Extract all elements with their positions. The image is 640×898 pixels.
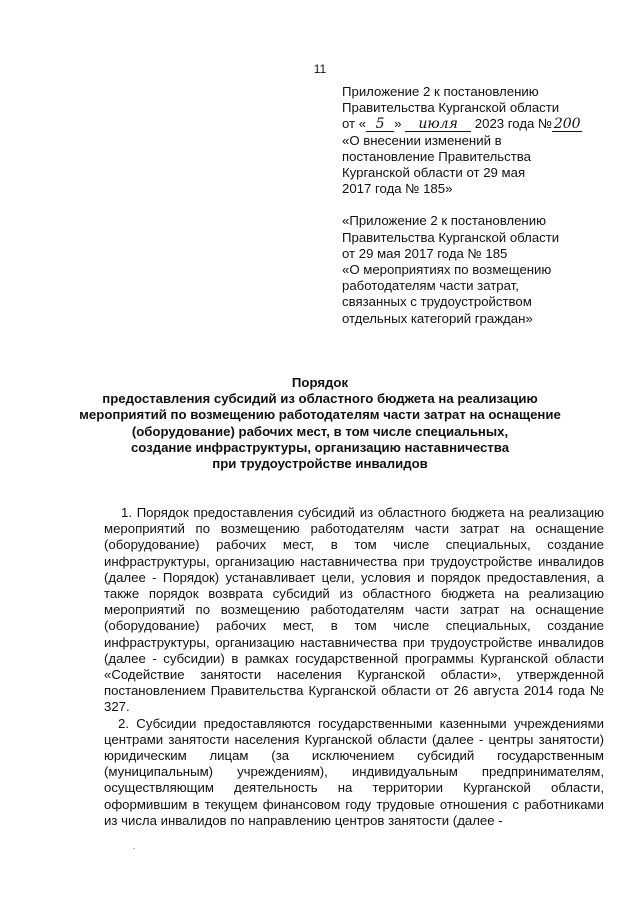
title-line: предоставления субсидий из областного бюджета на реализацию bbox=[102, 391, 538, 407]
title-line: (оборудование) рабочих мест, в том числе специальных, bbox=[131, 423, 509, 439]
handwritten-number: 200 bbox=[553, 116, 581, 133]
date-year: 2023 года № bbox=[474, 116, 553, 132]
handwritten-day: 5 bbox=[366, 118, 394, 132]
quoted-appendix-line: отдельных категорий граждан» bbox=[342, 310, 533, 326]
quoted-appendix-line: работодателям части затрат, bbox=[342, 278, 519, 294]
title-line: создание инфраструктуры, организацию наставничества bbox=[130, 439, 510, 455]
appendix-line: Правительства Курганской области bbox=[342, 100, 560, 116]
appendix-line: Курганской области от 29 мая bbox=[342, 165, 526, 181]
appendix-line: 2017 года № 185» bbox=[342, 181, 453, 197]
paragraph-1: 1. Порядок предоставления субсидий из областного бюджета на реализацию мероприятий по возмещению работодателям части затрат на оснащение (оборудование) рабочих мест, в том числе специальных, создание инфраструктуры, организацию наставничества при трудоустройстве инвалидов (далее - Порядок) устанавливает цели, условия и порядок предоставления, а также порядок возврата субсидий из областного бюджета на реализацию мероприятий по возмещению работодателям части затрат на оснащение (оборудование) рабочих мест, в том числе специальных, создание инфраструктуры, организацию наставничества при трудоустройстве инвалидов (далее - субсидии) в рамках государственной программы Курганской области «Содействие занятости населения Курганской области», утвержденной постановлением Правительства Курганской области от 26 августа 2014 года № 327. bbox=[104, 505, 604, 715]
date-prefix: от « bbox=[342, 116, 367, 132]
title-line: при трудоустройстве инвалидов bbox=[212, 456, 428, 472]
document-title bbox=[0, 375, 640, 472]
quoted-appendix-line: связанных с трудоустройством bbox=[342, 294, 532, 310]
scan-artifact bbox=[133, 848, 135, 849]
quoted-appendix-line: от 29 мая 2017 года № 185 bbox=[342, 245, 508, 261]
title-line: Порядок bbox=[291, 375, 349, 390]
appendix-block bbox=[342, 84, 627, 327]
document-body bbox=[104, 505, 604, 829]
date-mid: » bbox=[394, 116, 402, 132]
handwritten-month: июля bbox=[405, 118, 471, 132]
appendix-line: Приложение 2 к постановлению bbox=[342, 84, 539, 99]
appendix-line: постановление Правительства bbox=[342, 148, 531, 164]
page-number: 11 bbox=[313, 62, 327, 76]
title-line: мероприятий по возмещению работодателям части затрат на оснащение bbox=[79, 407, 561, 423]
quoted-appendix-line: Правительства Курганской области bbox=[342, 229, 560, 245]
quoted-appendix-line: «Приложение 2 к постановлению bbox=[342, 213, 546, 229]
paragraph-2: 2. Субсидии предоставляются государственными казенными учреждениями центрами занятости населения Курганской области (далее - центры занятости) юридическим лицам (за исключением субсидий государственным (муниципальным) учреждениям), индивидуальным предпринимателям, осуществляющим деятельность на территории Курганской области, оформившим в текущем финансовом году трудовые отношения с работниками из числа инвалидов по направлению центров занятости (далее - bbox=[104, 715, 604, 828]
quoted-appendix-line: «О мероприятиях по возмещению bbox=[342, 262, 552, 278]
appendix-line: «О внесении изменений в bbox=[342, 132, 502, 148]
appendix-date-line bbox=[342, 116, 627, 132]
